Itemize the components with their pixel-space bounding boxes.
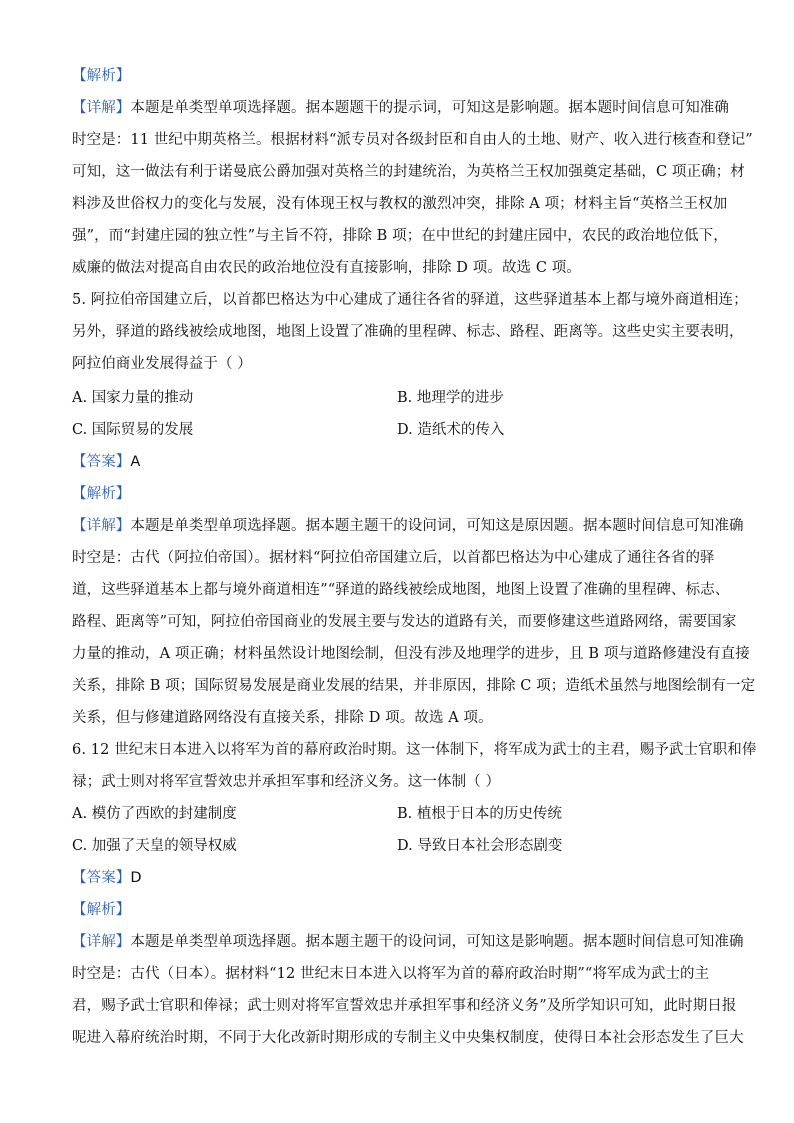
question-stem: 5. 阿拉伯帝国建立后，以首都巴格达为中心建成了通往各省的驿道，这些驿道基本上都与境外商道相连； (72, 292, 748, 308)
analysis-heading: 【解析】 (72, 486, 131, 502)
detail-tag: 【详解】 (72, 934, 131, 950)
analysis-line: 道，这些驿道基本上都与境外商道相连”“驿道的路线被绘成地图，地图上设置了准确的里程碑、标志、 (72, 582, 730, 598)
analysis-line: 【详解】本题是单类型单项选择题。据本题主题干的设问词，可知这是原因题。据本题时间信息可知准确 (72, 518, 744, 534)
analysis-line: 路程、距离等”可知，阿拉伯帝国商业的发展主要与发达的道路有关，而要修建这些道路网络，需要国家 (72, 614, 737, 630)
option-a: A. 国家力量的推动 (72, 390, 194, 406)
analysis-line: 时空是：11 世纪中期英格兰。根据材料“派专员对各级封臣和自由人的土地、财产、收入进行核查和登记” (72, 132, 753, 148)
analysis-line: 时空是：古代（阿拉伯帝国）。据材料“阿拉伯帝国建立后，以首都巴格达为中心建成了通往各省的驿 (72, 550, 715, 566)
detail-tag: 【详解】 (72, 100, 131, 116)
analysis-line: 君，赐予武士官职和俸禄；武士则对将军宣誓效忠并承担军事和经济义务”及所学知识可知，此时期日报 (72, 998, 737, 1014)
question-stem: 6. 12 世纪末日本进入以将军为首的幕府政治时期。这一体制下，将军成为武士的主君，赐予武士官职和俸 (72, 742, 757, 758)
analysis-line: 【详解】本题是单类型单项选择题。据本题题干的提示词，可知这是影响题。据本题时间信息可知准确 (72, 100, 730, 116)
detail-tag: 【详解】 (72, 518, 131, 534)
question-stem: 另外，驿道的路线被绘成地图，地图上设置了准确的里程碑、标志、路程、距离等。这些史实主要表明， (72, 324, 744, 340)
analysis-line: 时空是：古代（日本）。据材料“12 世纪末日本进入以将军为首的幕府政治时期”“将军成为武士的主 (72, 966, 710, 982)
analysis-line: 料涉及世俗权力的变化与发展，没有体现王权与教权的激烈冲突，排除 A 项；材料主旨“英格兰王权加 (72, 196, 728, 212)
question-stem: 禄；武士则对将军宣誓效忠并承担军事和经济义务。这一体制（ ） (72, 774, 501, 790)
answer-line (72, 864, 142, 892)
analysis-line: 关系，排除 B 项；国际贸易发展是商业发展的结果，并非原因，排除 C 项；造纸术虽然与地图绘制有一定 (72, 678, 756, 694)
answer-tag: 【答案】 (72, 454, 131, 470)
option-b: B. 植根于日本的历史传统 (397, 806, 562, 822)
option-a: A. 模仿了西欧的封建制度 (72, 806, 237, 822)
analysis-line: 威廉的做法对提高自由农民的政治地位没有直接影响，排除 D 项。故选 C 项。 (72, 260, 581, 276)
analysis-line: 可知，这一做法有利于诺曼底公爵加强对英格兰的封建统治，为英格兰王权加强奠定基础，C 项正确；材 (72, 164, 745, 180)
answer-value: D (130, 870, 142, 886)
analysis-line: 力量的推动，A 项正确；材料虽然设计地图绘制，但没有涉及地理学的进步，且 B 项与道路修建没有直接 (72, 646, 750, 662)
option-d: D. 造纸术的传入 (397, 422, 505, 438)
question-stem: 阿拉伯商业发展得益于（ ） (72, 356, 252, 372)
answer-value: A (130, 454, 141, 470)
analysis-heading: 【解析】 (72, 68, 131, 84)
answer-line (72, 448, 140, 476)
option-c: C. 加强了天皇的领导权威 (72, 838, 237, 854)
option-b: B. 地理学的进步 (397, 390, 504, 406)
answer-tag: 【答案】 (72, 870, 131, 886)
analysis-line: 强”，而“封建庄园的独立性”与主旨不符，排除 B 项；在中世纪的封建庄园中，农民的政治地位低下， (72, 228, 728, 244)
analysis-line: 关系，但与修建道路网络没有直接关系，排除 D 项。故选 A 项。 (72, 710, 493, 726)
analysis-line: 【详解】本题是单类型单项选择题。据本题主题干的设问词，可知这是影响题。据本题时间信息可知准确 (72, 934, 744, 950)
analysis-line: 呢进入幕府统治时期，不同于大化改新时期形成的专制主义中央集权制度，使得日本社会形态发生了巨大 (72, 1030, 744, 1046)
option-c: C. 国际贸易的发展 (72, 422, 194, 438)
analysis-heading: 【解析】 (72, 902, 131, 918)
option-d: D. 导致日本社会形态剧变 (397, 838, 563, 854)
